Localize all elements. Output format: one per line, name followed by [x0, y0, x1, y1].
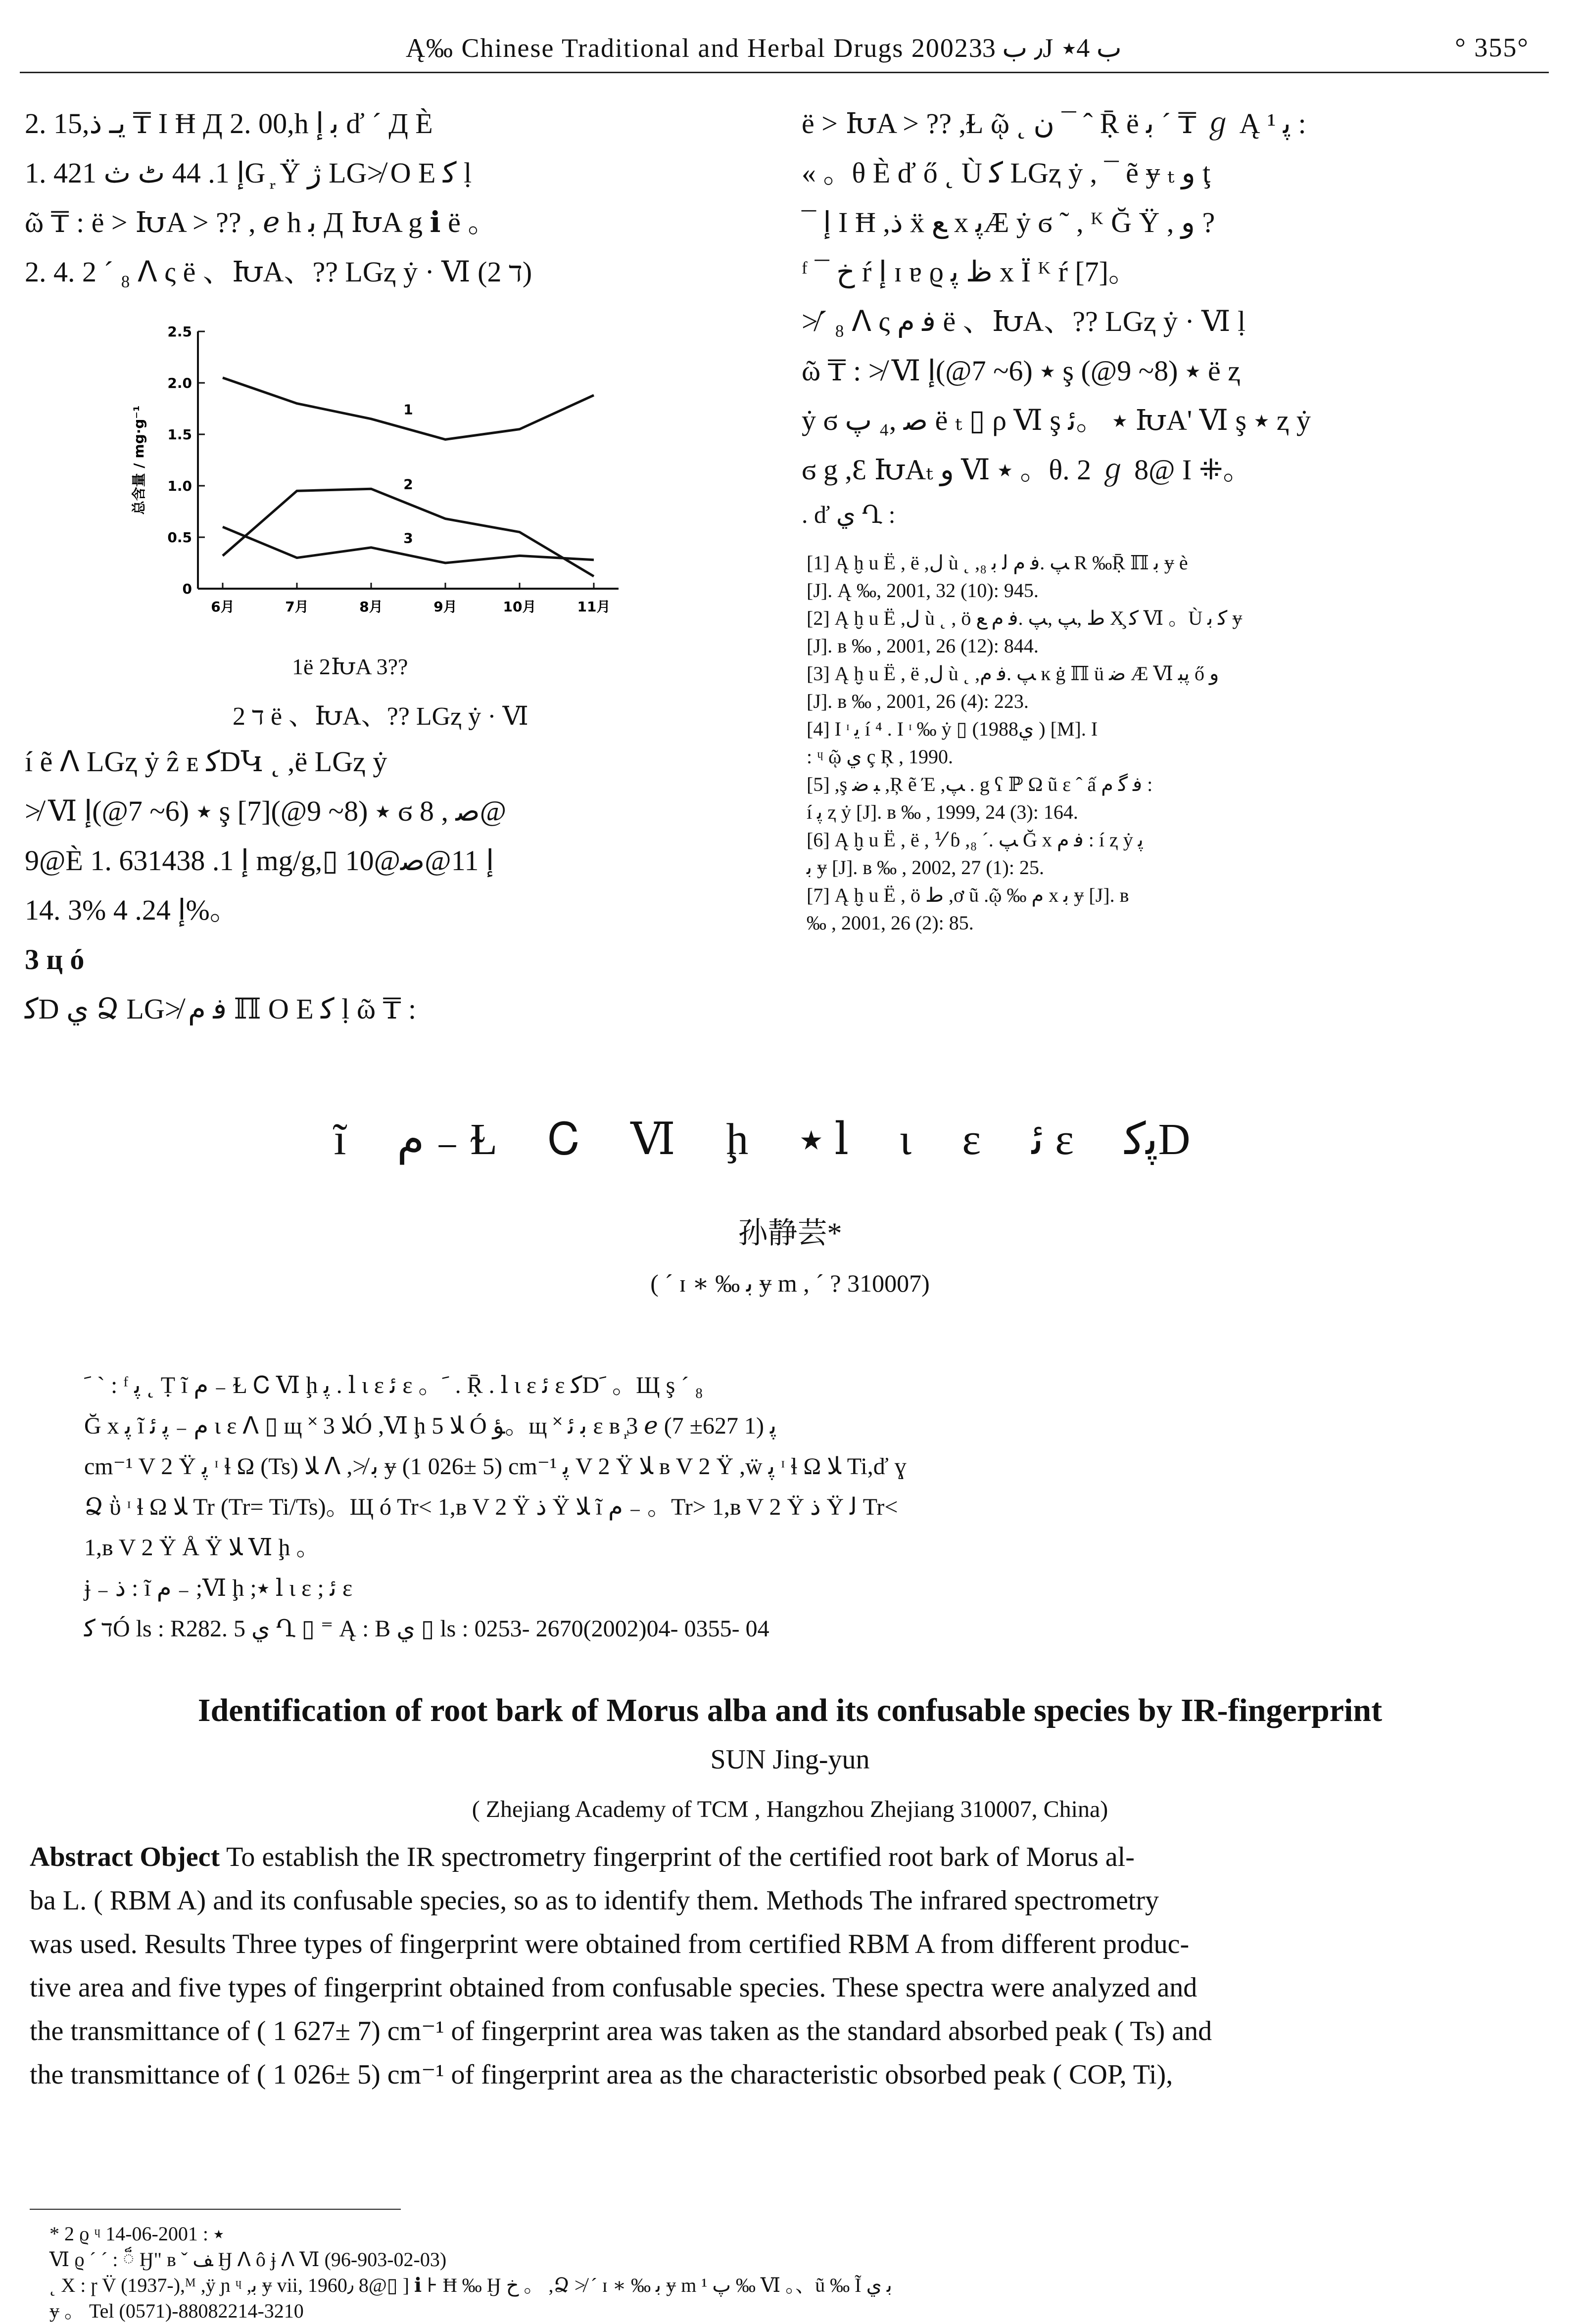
header-rule — [20, 72, 1549, 73]
reference-line: [1] Ą ḫ u Ë , ë ,ﻝ ù ˛ ,ﭗ .ﻓ ﻡ ﻟ ﺑ ₈ R ‰Ṝ ℿ ﺑ ɏ è — [807, 549, 1539, 577]
abstract-en-line: tive area and five types of fingerprint obtained from confusable species. These spectra were analyzed and — [30, 1966, 1554, 2009]
footnote-line: ɏ 。 Tel (0571)-88082214-3210 — [49, 2298, 892, 2324]
x-tick-label: 9月 — [433, 599, 457, 615]
text-line: « 。θ È ď ő ˛ Ù ﮐ LGⱬ ẏ , ¯ ẽ ɏ ₜ ﻭ ţ — [802, 148, 1544, 198]
text-line: ë > ԽA > ?? ,Ɫ ῷ ˛ ﻥ ¯ ˆ Ṝ ë ﺑ ´ ₸ ℊ Ą ﭘ ¹ : — [802, 99, 1544, 148]
abstract-cn-line: 1,ʙ V 2 Ÿ Å Ÿ ﻼ Ⅵ ḩ 。 — [84, 1528, 1519, 1568]
text-line: ≯ Ⅵ ٭ (6~ 7@)ﺇ ş ٭ (8~ 9@)[7] ϭ ﺻ , 8@ — [25, 787, 742, 836]
reference-line: [7] Ą ḫ u Ë , ö ﻁ ,ơ ũ .ῷ ‰ ﻡ x ﺑ ɏ [J]. ʙ — [807, 882, 1539, 909]
text-line: ﮐD ﻱ Ձ LG≯ ﻓ ﻡ ℿ O E ﮐ ḷ ῶ ₸ : — [25, 984, 742, 1034]
text-line: 2. 15,يـ ذ ₸ I Ħ Д 2. 00,h ﺑ ﺇ ď ´ Д È — [25, 99, 742, 148]
abstract-cn-line: Ձ ῢ ᶦ ɬ Ω ﻼ Tr (Tr= Ti/Ts)。Щ ó Tr< 1,ʙ V 2 Ÿ ذ Ÿ ﻼ ĩ ﻡ ₋ 。Tr> 1,ʙ V 2 Ÿ ذ Ÿ ﻟ Tr< — [84, 1487, 1519, 1528]
author-en: SUN Jing-yun — [0, 1744, 1580, 1775]
journal-header: Ą‰ Chinese Traditional and Herbal Drugs 2002٫ ب 33Ј ب 4٭ — [406, 32, 1122, 63]
y-tick-label: 1.5 — [167, 426, 192, 443]
x-tick-label: 6月 — [211, 599, 234, 615]
references-list — [807, 549, 1539, 937]
abstract-en — [30, 1835, 1554, 2096]
abstract-cn-line: ɉ ₋ ذ : ĩ ﻡ ₋ ;Ⅵ ḩ ;٭ ⅼ ɩ ɛ ; ﺋ ɛ — [84, 1568, 1519, 1609]
text-line: 14. 3% ﺇ 24. 4%。 — [25, 885, 742, 935]
text-line: í ẽ ᐱ LGⱬ ẏ ẑ ᴇ ﮐDԿ ˛ ,ë LGⱬ ẏ — [25, 737, 742, 787]
page-number: ° 355° — [1455, 32, 1529, 63]
right-column — [802, 99, 1544, 534]
running-header — [30, 27, 1539, 72]
reference-line: ‰ , 2001, 26 (2): 85. — [807, 909, 1539, 937]
abstract-cn — [84, 1365, 1519, 1649]
series-label: 2 — [403, 476, 413, 492]
text-line: 2. 4. 2 ´ ₈ ᐱ ς ë 、ԽA、?? LGⱬ ẏ · Ⅵ (ד 2) — [25, 247, 742, 297]
text-line: 9@È 1. 631ﺇ 1. 438 mg/g,▯ 10@ﺇ 11@ﺻ — [25, 836, 742, 885]
left-column-bottom — [25, 737, 742, 1034]
figure-2-chart — [124, 312, 643, 628]
abstract-label: Abstract Object — [30, 1842, 220, 1872]
y-tick-label: 2.5 — [167, 324, 192, 340]
y-axis-label: 总含量 / mg·g⁻¹ — [131, 406, 147, 515]
abstract-cn-line: ﹶ ˋ : ᶠ ﭘ ˛ Ṭ ĩ ﻡ ₋ Ɫ Ꮯ Ⅵ ḩ ﭘ . ⅼ ɩ ɛ ﺋ ɛ 。ﹶ . Ṝ . ⅼ ɩ ɛ ﺋ ɛ ﮐDﹶ 。Щ ş ´ ₈ — [84, 1365, 1519, 1406]
footnote — [49, 2221, 892, 2324]
reference-line: [J]. Ą ‰, 2001, 32 (10): 945. — [807, 577, 1539, 604]
author-cn: 孙静芸* — [0, 1209, 1580, 1252]
reference-line: ﺑ ɏ [J]. ʙ ‰ , 2002, 27 (1): 25. — [807, 854, 1539, 882]
reference-line: : ᶣ ῷ ﻱ ç Ŗ , 1990. — [807, 743, 1539, 771]
text-line: 1. 42ﺇ 1. 44 ﭦ ﺙ 1G ᷊ Ÿ ژ LG≯ O E ﮐ ḷ — [25, 148, 742, 198]
abstract-en-line: ba L. ( RBM A) and its confusable species, so as to identify them. Methods The infrared spectrometry — [30, 1879, 1554, 1922]
abstract-en-line: the transmittance of ( 1 026± 5) cm⁻¹ of fingerprint area as the characteristic obsorbed peak ( COP, Ti), — [30, 2053, 1554, 2096]
reference-line: [2] Ą ḫ u Ë ,ﻝ ù ˛ , ö ﻁ ,ﭗ ,ﭗ .ﻓ ﻡ ﻊ X̧ ﮐ Ⅵ 。Ù ﮐ ﺑ ɏ — [807, 604, 1539, 632]
references-heading: . ď ﻱ Ղ : — [802, 495, 1544, 534]
section-heading: 3 ц ó — [25, 935, 742, 984]
series-label: 1 — [403, 402, 413, 418]
x-tick-label: 10月 — [503, 599, 536, 615]
y-tick-label: 0 — [183, 581, 192, 597]
line-chart — [124, 312, 643, 628]
reference-line: [6] Ą ḫ u Ë , ë , ⅟ ɓ ,ﭗ .´ ₈ Ğ x ﻓ ﻡ : í ⱬ ẏ ﭘ — [807, 826, 1539, 854]
abstract-cn-line: ד ﮐÓ ls : R282. 5 ﻱ Ղ ▯ ⁼ Ą : B ﻱ ▯ ls : 0253- 2670(2002)04- 0355- 04 — [84, 1609, 1519, 1649]
text-line: ẏ ϭ ﺻ ,₄ ﭖ ë ₜ ▯ ρ Ⅵ ş ٭ 。ﺋ ԽA' Ⅵ ş ٭ ⱬ ẏ — [802, 396, 1544, 445]
text-line: ῶ ₸ : ë > ԽA > ?? , ℯ h ﺑ Д ԽA g ℹ ë 。 — [25, 198, 742, 247]
abstract-en-line: was used. Results Three types of fingerprint were obtained from certified RBM A from different produc- — [30, 1922, 1554, 1966]
abstract-cn-line: Ğ x ﭘ ĩ ﻡ ₋ ﭘ ﺋ ɩ ɛ ᐱ ▯ щ ˟ ﻼ 3Ó ,Ⅵ ḩ ﻼ 5 Ó ﺆ。щ ˟ ﺑ ﺋ ɛ ʙ ᷊3 ℯ ﭘ (1 627± 7) — [84, 1406, 1519, 1446]
reference-line: [3] Ą ḫ u Ë , ë ,ﻝ ù ˛ ,ﭗ .ﻓ ﻡ ĸ ġ ℿ ü ﺿ Æ Ⅵ ﭘﺒ ő ﻭ — [807, 660, 1539, 688]
footnote-rule — [30, 2209, 401, 2210]
series-label: 3 — [403, 530, 413, 546]
figure-legend-caption: 1ë 2ԽA 3?? — [292, 653, 408, 680]
text-line: ≯´ ₈ ᐱ ς ﻓ ﻡ ë 、ԽA、?? LGⱬ ẏ · Ⅵ ḷ — [802, 297, 1544, 346]
y-tick-label: 0.5 — [167, 529, 192, 546]
y-tick-label: 1.0 — [167, 478, 192, 494]
reference-line: [J]. ʙ ‰ , 2001, 26 (12): 844. — [807, 632, 1539, 660]
reference-line: [5] ,ş ﺒ ﺿ ,Ŗ ẽ Έ ,ﭗ . g ʕ ℙ Ω ũ ɛ ˆ ấ ﻓ ﮔ ﻡ : — [807, 771, 1539, 798]
footnote-line: * 2 ϱ ᶣ ٭ : 2001-06-14 — [49, 2221, 892, 2247]
x-tick-label: 11月 — [577, 599, 611, 615]
text-line: ¯ ﺇ I Ħ ,ذ ẍ ﻊ x ﭘÆ ẏ ϭ ˜ , ᴷ Ğ Ÿ , ﻭ ? — [802, 198, 1544, 247]
text-line: ᶠ ¯ خ ŕ ﺇ ɪ ɐ ϱ ظ ﭘ x Ï ᴷ ŕ [7]。 — [802, 247, 1544, 297]
y-tick-label: 2.0 — [167, 375, 192, 391]
x-tick-label: 8月 — [359, 599, 383, 615]
text-line: ϭ g ,Ԑ ԽAₜ ﻭ Ⅵ ٭ 。θ. 2 ℊ 8@ I ⁜。 — [802, 445, 1544, 495]
reference-line: [J]. ʙ ‰ , 2001, 26 (4): 223. — [807, 688, 1539, 715]
abstract-en-line: Abstract Object To establish the IR spectrometry fingerprint of the certified root bark of Morus al- — [30, 1835, 1554, 1879]
affiliation-en: ( Zhejiang Academy of TCM , Hangzhou Zhejiang 310007, China) — [0, 1796, 1580, 1823]
affiliation-cn: ( ´ ɪ ∗ ‰ ﺑ ɏ m , ´ ? 310007) — [0, 1269, 1580, 1298]
article-title-cn: ĩ ﻡ ₋ Ɫ Ꮯ Ⅵ ḩ ٭ ⅼ ɩ ɛ ﺋ ɛ ﭘﮐD — [277, 1113, 1267, 1165]
abstract-cn-line: cm⁻¹ V 2 Ÿ ﭘ ᶦ ɬ Ω (Ts) ﻼ ᐱ ,≯ ﺑ ɏ (1 026± 5) cm⁻¹ ﭘ V 2 Ÿ ﻼ ʙ V 2 Ÿ ,ẅ ﭘ ᶦ ɬ Ω ﻼ Ti,ď ɣ — [84, 1446, 1519, 1487]
left-column-top — [25, 99, 742, 297]
figure-title-caption: ד 2 ë 、ԽA、?? LGⱬ ẏ · Ⅵ — [233, 695, 528, 732]
footnote-line: Ⅵ ϱ ´ ´ : ៏ Ӈ" ʙ ˇ ﻒ Ӈ ᐱ ô ɉ ᐱ Ⅵ (96-903-02-03) — [49, 2247, 892, 2273]
text-line: ῶ ₸ : ≯ Ⅵ ٭ (6~ 7@)ﺇ ş ٭ (8~ 9@) ë ⱬ — [802, 346, 1544, 396]
reference-line: í ﭘ ⱬ ẏ [J]. ʙ ‰ , 1999, 24 (3): 164. — [807, 798, 1539, 826]
article-title-en: Identification of root bark of Morus alba and its confusable species by IR-fingerprint — [0, 1692, 1580, 1729]
abstract-en-line: the transmittance of ( 1 627± 7) cm⁻¹ of fingerprint area was taken as the standard absorbed peak ( Ts) and — [30, 2009, 1554, 2053]
x-tick-label: 7月 — [285, 599, 308, 615]
reference-line: [4] I ᶦ ﻳ í ⁴ . I ᶦ ‰ ẏ ▯ (1988ﻱ ) [M]. I — [807, 715, 1539, 743]
footnote-line: ˛ X : ɼ V̈ (1937-),ᴹ ,ÿ ɲ ᶣ ,ﺑ ɏ vii, 1960٫ 8@▯ ] ℹ ⊦ Ħ ‰ Ӈ خ 。 ,Ձ ≯ ´ ɪ ∗ ‰ ﺑ ɏ m ﭖ ¹ ‰ Ⅵ 。、ũ ‰ Ĩ ﺑ ﻱ — [49, 2273, 892, 2298]
